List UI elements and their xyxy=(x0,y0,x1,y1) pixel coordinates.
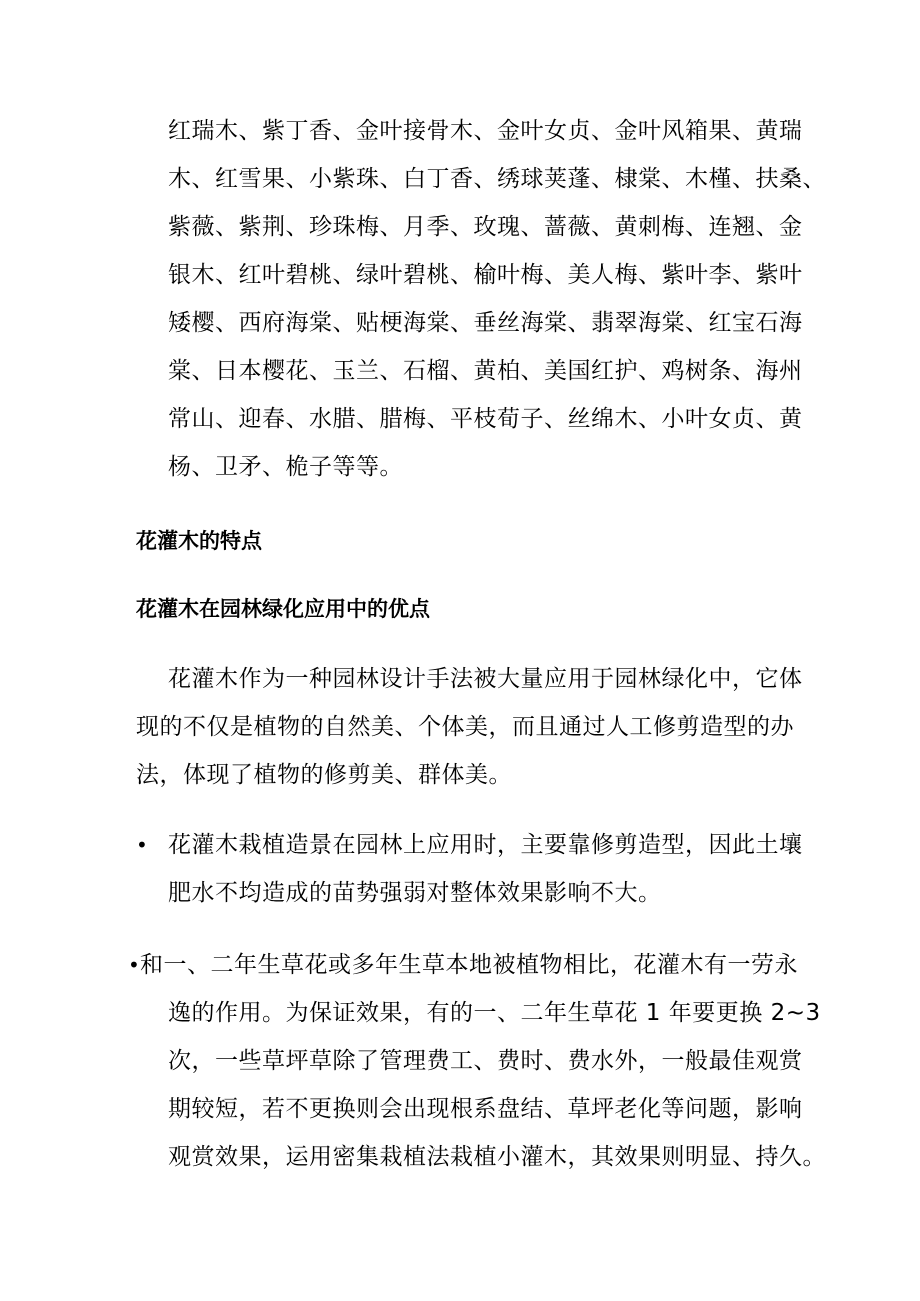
bullet-line: 逸的作用。为保证效果，有的一、二年生草花 1 年要更换 2~3 xyxy=(168,1000,821,1026)
plant-list-line: 矮樱、西府海棠、贴梗海棠、垂丝海棠、翡翠海棠、红宝石海 xyxy=(168,310,803,336)
plant-list-line: 红瑞木、紫丁香、金叶接骨木、金叶女贞、金叶风箱果、黄瑞 xyxy=(168,118,803,144)
advantages-heading: 花灌木在园林绿化应用中的优点 xyxy=(136,597,430,621)
plant-list-line: 木、红雪果、小紫珠、白丁香、绣球荚蓬、棣棠、木槿、扶桑、 xyxy=(168,166,826,192)
intro-line: 现的不仅是植物的自然美、个体美，而且通过人工修剪造型的办 xyxy=(136,714,794,740)
features-heading: 花灌木的特点 xyxy=(136,529,262,553)
bullet-line: 肥水不均造成的苗势强弱对整体效果影响不大。 xyxy=(168,880,662,906)
bullet-icon: • xyxy=(136,833,148,857)
plant-list-line: 常山、迎春、水腊、腊梅、平枝荀子、丝绵木、小叶女贞、黄 xyxy=(168,406,803,432)
intro-line: 花灌木作为一种园林设计手法被大量应用于园林绿化中，它体 xyxy=(168,666,803,692)
plant-list-line: 棠、日本樱花、玉兰、石榴、黄柏、美国红护、鸡树条、海州 xyxy=(168,358,803,384)
plant-list-line: 紫薇、紫荆、珍珠梅、月季、玫瑰、蔷薇、黄刺梅、连翘、金 xyxy=(168,214,803,240)
plant-list-line: 杨、卫矛、桅子等等。 xyxy=(168,454,403,480)
bullet-line: 次，一些草坪草除了管理费工、费时、费水外，一般最佳观赏 xyxy=(168,1048,803,1074)
bullet-line: 花灌木栽植造景在园林上应用时，主要靠修剪造型，因此土壤 xyxy=(168,832,803,858)
bullet-line: 观赏效果，运用密集栽植法栽植小灌木，其效果则明显、持久。 xyxy=(168,1144,826,1170)
bullet-line: 期较短，若不更换则会出现根系盘结、草坪老化等问题，影响 xyxy=(168,1096,803,1122)
intro-line: 法，体现了植物的修剪美、群体美。 xyxy=(136,762,512,788)
plant-list-line: 银木、红叶碧桃、绿叶碧桃、榆叶梅、美人梅、紫叶李、紫叶 xyxy=(168,262,803,288)
bullet-icon: • xyxy=(128,953,140,977)
bullet-line: 和一、二年生草花或多年生草本地被植物相比，花灌木有一劳永 xyxy=(140,952,798,978)
